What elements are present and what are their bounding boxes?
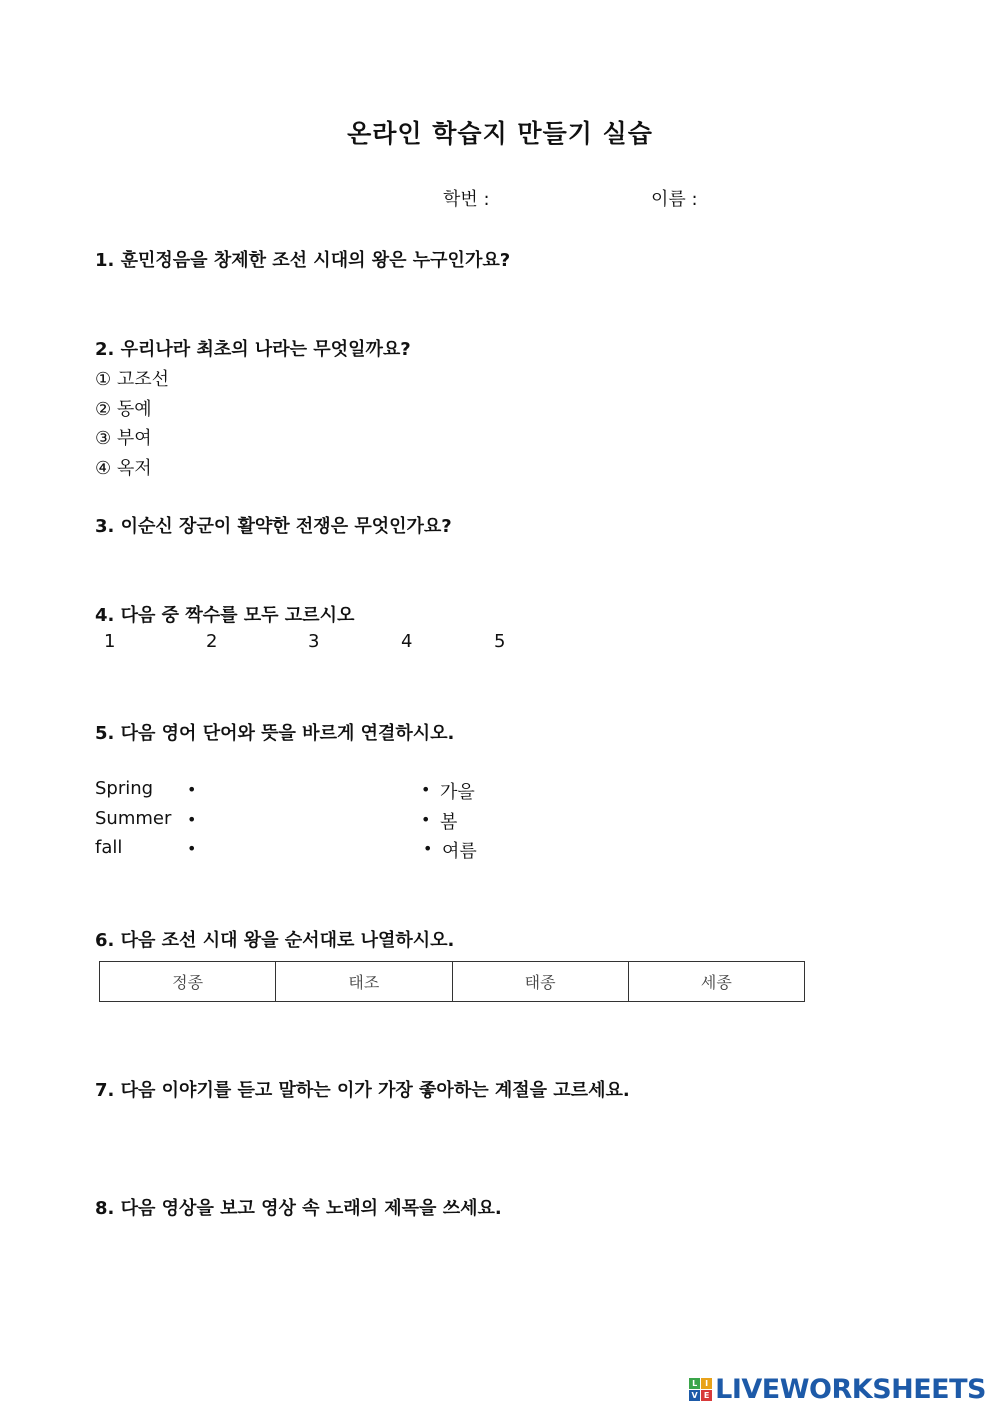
match-left-dot-1[interactable]: • — [187, 780, 197, 799]
student-name-label: 이름 : — [651, 189, 698, 210]
question-2-option-1[interactable]: ① 고조선 — [95, 369, 170, 390]
worksheet-title: 온라인 학습지 만들기 실습 — [347, 119, 653, 148]
match-right-word-1: 가을 — [440, 782, 475, 803]
king-cell-3[interactable]: 태종 — [452, 962, 628, 1002]
question-1: 1. 훈민정음을 창제한 조선 시대의 왕은 누구인가요? — [95, 250, 511, 271]
question-6: 6. 다음 조선 시대 왕을 순서대로 나열하시오. — [95, 930, 455, 951]
match-left-word-3: fall — [95, 837, 123, 858]
match-right-dot-1[interactable]: • — [421, 780, 431, 799]
live-badge-icon — [689, 1378, 712, 1401]
question-4: 4. 다음 중 짝수를 모두 고르시오 — [95, 605, 355, 626]
match-right-word-3: 여름 — [442, 841, 477, 862]
question-3: 3. 이순신 장군이 활약한 전쟁은 무엇인가요? — [95, 516, 452, 537]
liveworksheets-logo — [689, 1374, 986, 1405]
match-right-word-2: 봄 — [440, 812, 458, 833]
number-choice-5[interactable]: 5 — [494, 631, 506, 652]
question-2: 2. 우리나라 최초의 나라는 무엇일까요? — [95, 339, 411, 360]
match-left-dot-2[interactable]: • — [187, 810, 197, 829]
badge-letter-v: V — [689, 1390, 700, 1401]
badge-letter-e: E — [701, 1390, 712, 1401]
king-cell-1[interactable]: 정종 — [100, 962, 276, 1002]
badge-letter-i: I — [701, 1378, 712, 1389]
number-choice-3[interactable]: 3 — [308, 631, 320, 652]
match-left-word-1: Spring — [95, 778, 154, 799]
king-order-table — [99, 961, 805, 1002]
question-2-option-4[interactable]: ④ 옥저 — [95, 458, 152, 479]
king-cell-4[interactable]: 세종 — [628, 962, 804, 1002]
question-8: 8. 다음 영상을 보고 영상 속 노래의 제목을 쓰세요. — [95, 1198, 502, 1219]
match-left-word-2: Summer — [95, 808, 172, 829]
badge-letter-l: L — [689, 1378, 700, 1389]
number-choice-2[interactable]: 2 — [206, 631, 218, 652]
logo-text: LIVEWORKSHEETS — [715, 1374, 986, 1405]
question-5: 5. 다음 영어 단어와 뜻을 바르게 연결하시오. — [95, 723, 455, 744]
match-left-dot-3[interactable]: • — [187, 839, 197, 858]
question-7: 7. 다음 이야기를 듣고 말하는 이가 가장 좋아하는 계절을 고르세요. — [95, 1080, 630, 1101]
question-2-option-2[interactable]: ② 동예 — [95, 399, 152, 420]
king-cell-2[interactable]: 태조 — [276, 962, 452, 1002]
match-right-dot-2[interactable]: • — [421, 810, 431, 829]
number-choice-4[interactable]: 4 — [401, 631, 413, 652]
match-right-dot-3[interactable]: • — [423, 839, 433, 858]
question-2-option-3[interactable]: ③ 부여 — [95, 428, 152, 449]
number-choice-1[interactable]: 1 — [104, 631, 116, 652]
student-id-label: 학번 : — [443, 189, 490, 210]
